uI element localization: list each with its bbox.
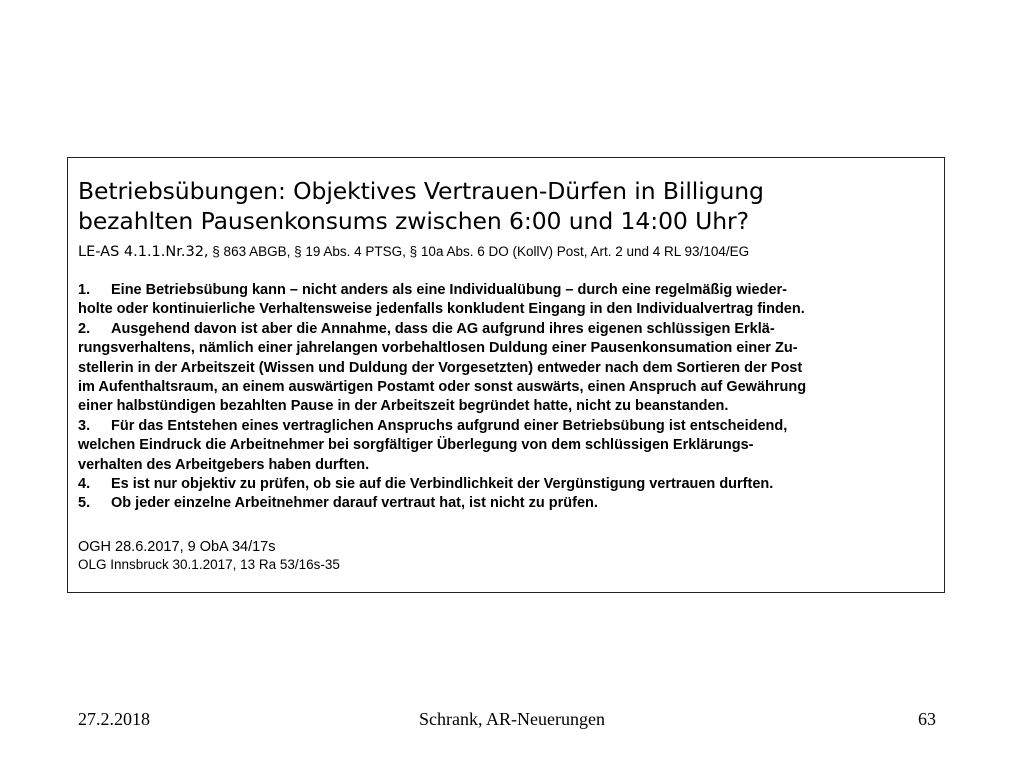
body-line bbox=[78, 397, 940, 416]
item-number: 3. bbox=[78, 417, 91, 434]
body-line-text: im Aufenthaltsraum, an einem auswärtigen Postamt oder sonst auswärts, einen Anspruch auf Gewährung bbox=[78, 379, 807, 396]
body-line-text: rungsverhaltens, nämlich einer jahrelangen vorbehaltlosen Duldung einer Pausenkonsumation einer Zu- bbox=[78, 340, 798, 357]
refs-rest: § 863 ABGB, § 19 Abs. 4 PTSG, § 10a Abs. 6 DO (KollV) Post, Art. 2 und 4 RL 93/104/EG bbox=[208, 244, 750, 259]
body-line-text: Ausgehend davon ist aber die Annahme, dass die AG aufgrund ihres eigenen schlüssigen Erklä- bbox=[111, 320, 775, 337]
body-line-text: Ob jeder einzelne Arbeitnehmer darauf vertraut hat, ist nicht zu prüfen. bbox=[111, 495, 598, 512]
title-line-2: bezahlten Pausenkonsums zwischen 6:00 und 14:00 Uhr? bbox=[78, 207, 749, 235]
body-line-text: holte oder kontinuierliche Verhaltensweise jedenfalls konkludent Eingang in den Individualvertrag finden. bbox=[78, 301, 805, 318]
body-line bbox=[78, 339, 940, 358]
body-line-text: verhalten des Arbeitgebers haben durften. bbox=[78, 456, 370, 473]
item-number: 4. bbox=[78, 476, 91, 493]
body-text bbox=[78, 281, 940, 514]
page-number: 63 bbox=[918, 709, 936, 729]
body-line bbox=[78, 281, 940, 300]
body-line-text: welchen Eindruck die Arbeitnehmer bei sorgfältiger Überlegung von dem schlüssigen Erklärungs- bbox=[78, 437, 754, 454]
item-number: 5. bbox=[78, 495, 91, 512]
legal-references bbox=[78, 242, 749, 262]
body-line-text: Es ist nur objektiv zu prüfen, ob sie auf die Verbindlichkeit der Vergünstigung vertrauen durften. bbox=[111, 476, 774, 493]
body-line-text: Für das Entstehen eines vertraglichen Anspruchs aufgrund einer Betriebsübung ist entscheidend, bbox=[111, 417, 788, 434]
body-line-text: einer halbstündigen bezahlten Pause in der Arbeitszeit begründet hatte, nicht zu beanstanden. bbox=[78, 398, 729, 415]
body-line bbox=[78, 359, 940, 378]
body-line bbox=[78, 300, 940, 319]
footer-title: Schrank, AR-Neuerungen bbox=[419, 709, 605, 729]
body-line bbox=[78, 378, 940, 397]
court-citation-primary: OGH 28.6.2017, 9 ObA 34/17s bbox=[78, 539, 276, 555]
title-line-1: Betriebsübungen: Objektives Vertrauen-Dürfen in Billigung bbox=[78, 177, 764, 205]
item-number: 1. bbox=[78, 282, 91, 298]
body-line-text: Eine Betriebsübung kann – nicht anders als eine Individualübung – durch eine regelmäßig wieder- bbox=[111, 282, 787, 298]
body-line bbox=[78, 475, 940, 494]
body-line bbox=[78, 417, 940, 436]
body-line bbox=[78, 320, 940, 339]
item-number: 2. bbox=[78, 320, 91, 337]
body-line bbox=[78, 436, 940, 455]
body-line bbox=[78, 494, 940, 513]
footer-date: 27.2.2018 bbox=[78, 709, 150, 729]
court-citation-secondary: OLG Innsbruck 30.1.2017, 13 Ra 53/16s-35 bbox=[78, 557, 340, 572]
slide-title bbox=[78, 176, 938, 236]
body-line bbox=[78, 456, 940, 475]
body-line-text: stellerin in der Arbeitszeit (Wissen und Duldung der Vorgesetzten) entweder nach dem Sortieren der Post bbox=[78, 359, 803, 376]
refs-prefix: LE-AS 4.1.1.Nr.32, bbox=[78, 244, 209, 260]
